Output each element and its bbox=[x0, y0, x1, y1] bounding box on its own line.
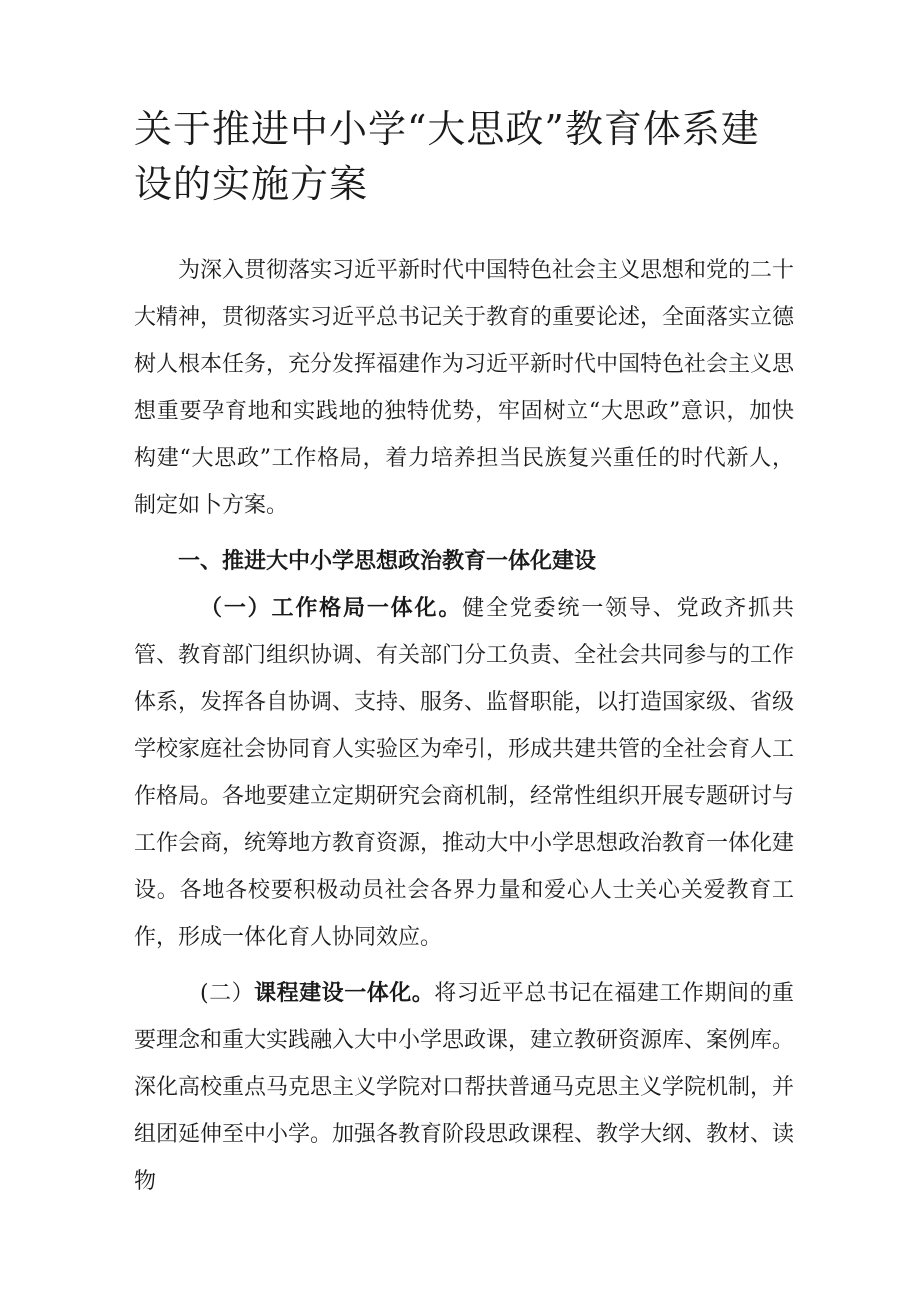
subsection-2-marker: (二） bbox=[200, 981, 255, 1006]
subsection-2-heading: 课程建设一体化。 bbox=[254, 980, 435, 1006]
subsection-1-text: 健全党委统一领导、党政齐抓共管、教育部门组织协调、有关部门分工负责、全社会共同参与的工作体系，发挥各自协调、支持、服务、监督职能，以打造国家级、省级学校家庭社会协同育人实验区为牵引，形成共建共管的全社会育人工作格局。各地要建立定期研究会商机制，经常性组织开展专题研讨与工作会商，统筹地方教育资源，推动大中小学思想政治教育一体化建设。各地各校要积极动员社会各界力量和爱心人士关心关爱教育工作，形成一体化育人协同效应。 bbox=[134, 596, 795, 950]
document-title: 关于推进中小学“大思政”教育体系建设的实施方案 bbox=[134, 107, 760, 206]
subsection-paragraph-1 bbox=[134, 585, 794, 961]
intro-paragraph: 为深入贯彻落实习近平新时代中国特色社会主义思想和党的二十大精神，贯彻落实习近平总书记关于教育的重要论述，全面落实立德树人根本任务，充分发挥福建作为习近平新时代中国特色社会主义思想重要孕育地和实践地的独特优势，牢固树立“大思政”意识，加快构建“大思政”工作格局，着力培养担当民族复兴重任的时代新人，制定如卜方案。 bbox=[134, 258, 795, 518]
subsection-2-text: 将习近平总书记在福建工作期间的重要理念和重大实践融入大中小学思政课，建立教研资源库、案例库。深化高校重点马克思主义学院对口帮扶普通马克思主义学院机制，并组团延伸至中小学。加强各教育阶段思政课程、教学大纲、教材、读物 bbox=[134, 981, 795, 1194]
subsection-1-marker: （一） bbox=[200, 595, 272, 621]
subsection-paragraph-2 bbox=[134, 970, 794, 1205]
section-heading-1: 一、推进大中小学思想政治教育一体化建设 bbox=[178, 548, 597, 574]
subsection-1-heading: 工作格局一体化。 bbox=[271, 595, 463, 621]
